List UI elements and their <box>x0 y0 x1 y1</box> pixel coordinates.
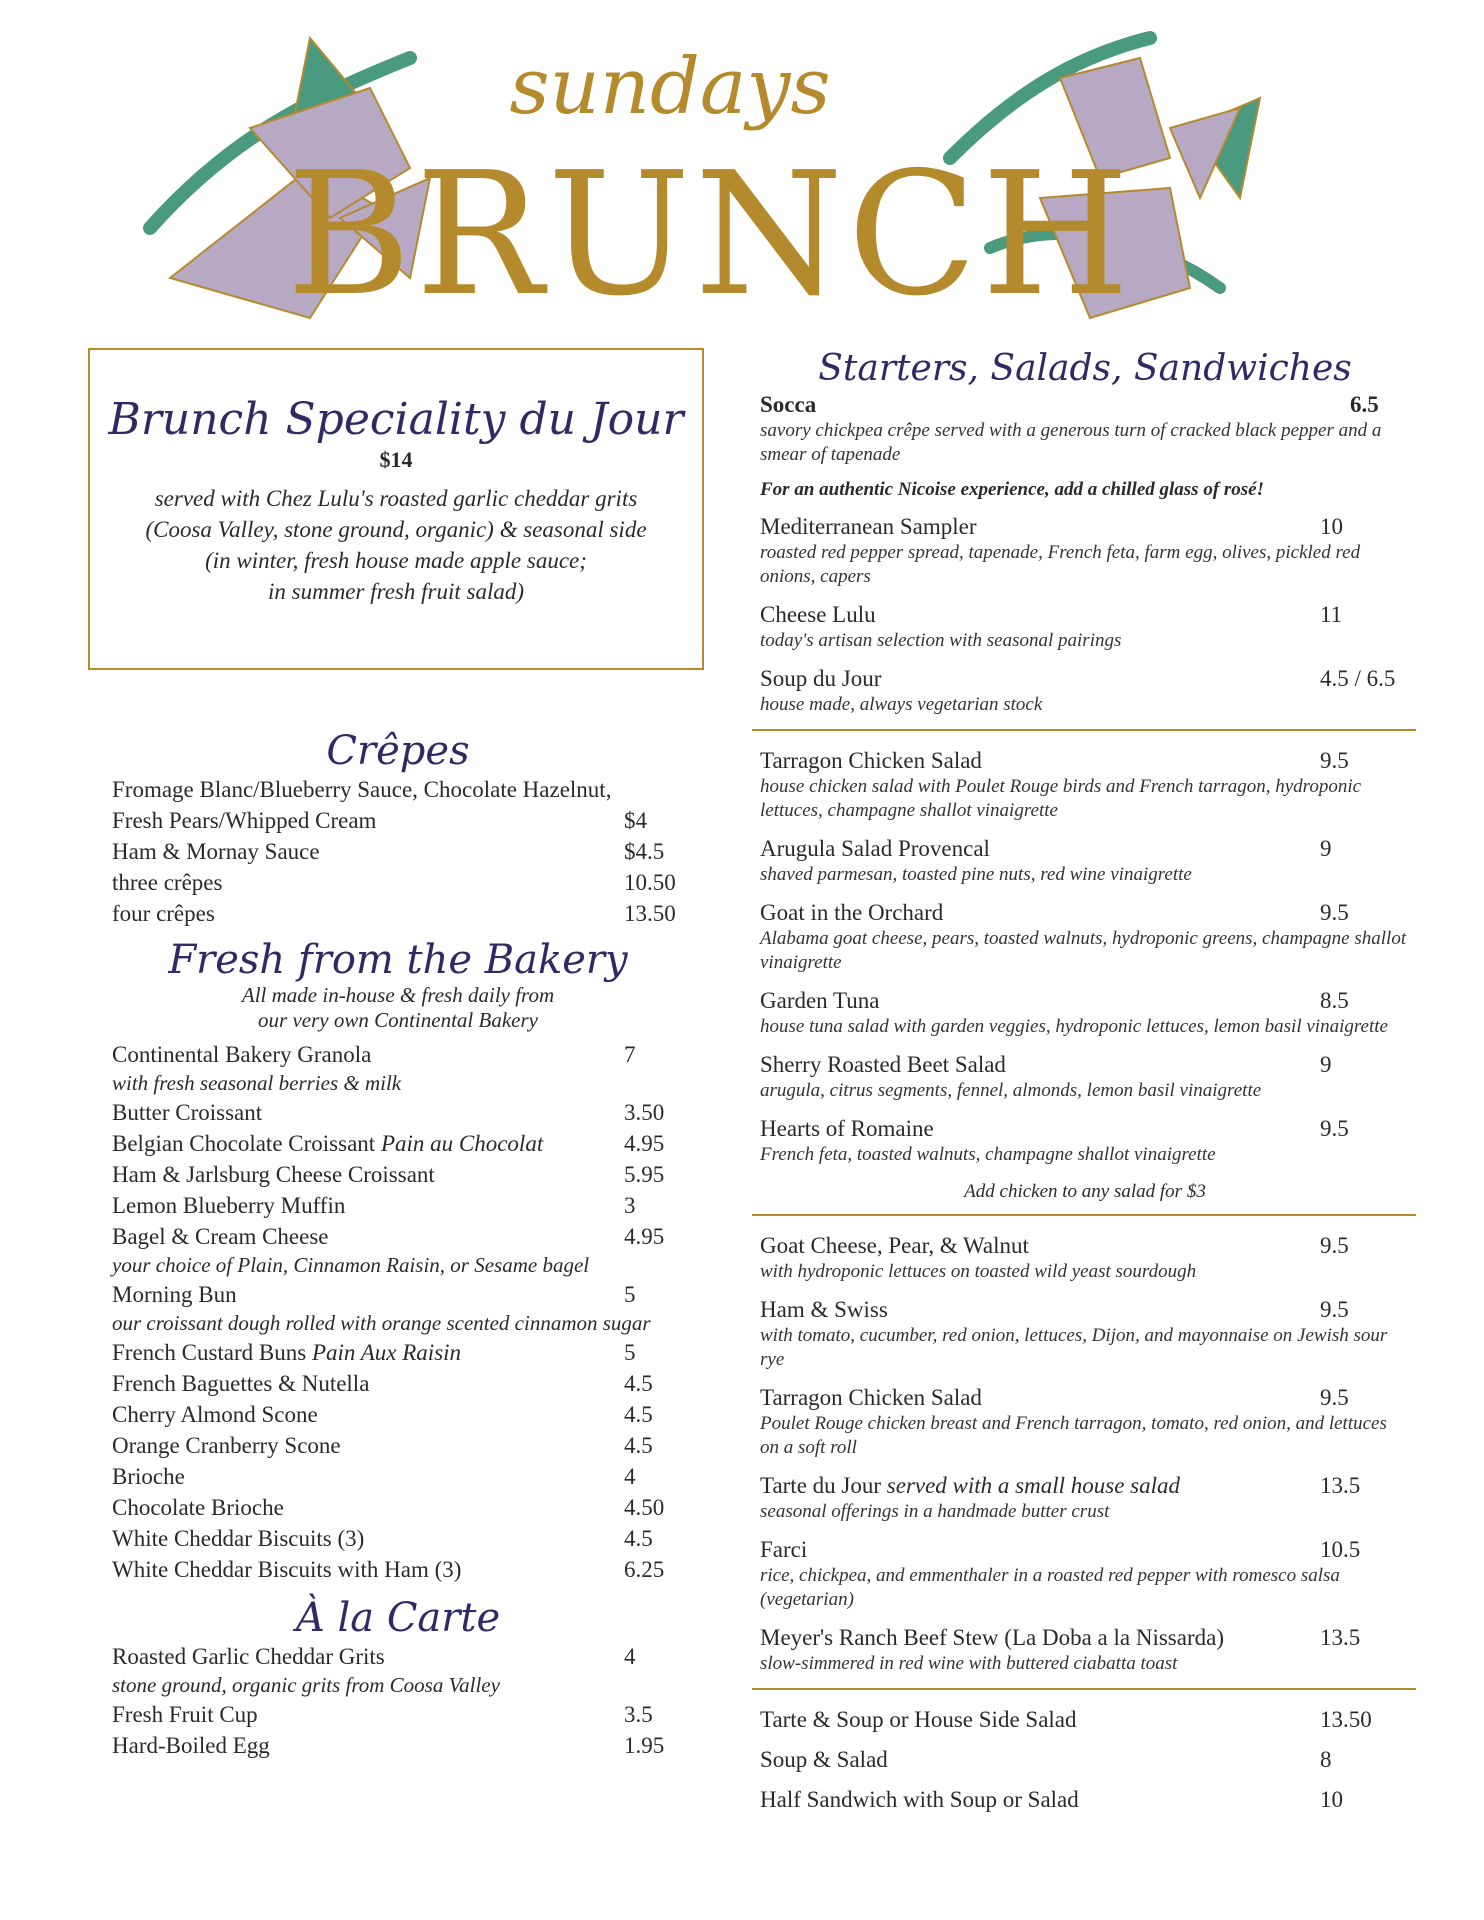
item-price: 10 <box>1320 1787 1343 1812</box>
item-name-text: Sherry Roasted Beet Salad <box>760 1052 1006 1077</box>
item-price: 1.95 <box>624 1733 665 1758</box>
item-name <box>760 1051 1006 1079</box>
menu-item <box>760 513 1410 589</box>
item-name <box>760 513 977 541</box>
item-price: 9 <box>1320 836 1332 861</box>
header-script-word: sundays <box>509 42 831 132</box>
item-name-text: Ham & Swiss <box>760 1297 888 1322</box>
item-name <box>760 601 876 629</box>
starters-group <box>760 513 1410 717</box>
item-name-italic: Pain Aux Raisin <box>311 1340 462 1365</box>
item-price: 4.50 <box>624 1495 665 1520</box>
menu-line <box>760 1232 1410 1260</box>
menu-line <box>760 1786 1410 1814</box>
item-price: 13.50 <box>1320 1707 1372 1732</box>
item-name-text: Tarte & Soup or House Side Salad <box>760 1707 1077 1732</box>
special-title: Brunch Speciality du Jour <box>108 394 684 445</box>
item-description: Alabama goat cheese, pears, toasted walnuts, hydroponic greens, champagne shallot vinaigrette <box>760 928 1407 973</box>
menu-line <box>112 1159 684 1190</box>
item-name <box>760 835 990 863</box>
menu-line <box>760 1115 1410 1143</box>
item-price: 9.5 <box>1320 1297 1349 1322</box>
item-name-text: French Baguettes & Nutella <box>112 1371 370 1396</box>
brunch-special-box <box>88 348 704 670</box>
item-price: 4.5 / 6.5 <box>1320 666 1396 691</box>
item-name-text: four crêpes <box>112 901 215 926</box>
menu-line <box>112 1097 684 1128</box>
menu-item <box>760 1232 1410 1284</box>
menu-item <box>760 1536 1410 1612</box>
menu-line <box>112 1641 684 1672</box>
menu-item <box>760 1746 1410 1774</box>
menu-item <box>760 601 1410 653</box>
divider <box>752 1688 1416 1690</box>
menu-line <box>112 898 684 929</box>
item-price: 13.5 <box>1320 1473 1361 1498</box>
item-price: 4.5 <box>624 1433 653 1458</box>
item-description: arugula, citrus segments, fennel, almonds, lemon basil vinaigrette <box>760 1080 1262 1101</box>
menu-line <box>760 665 1410 693</box>
menu-line <box>112 1523 684 1554</box>
item-price: 4.95 <box>624 1224 665 1249</box>
item-name-text: Goat Cheese, Pear, & Walnut <box>760 1233 1029 1258</box>
item-name-text: Tarragon Chicken Salad <box>760 1385 982 1410</box>
item-name-text: three crêpes <box>112 870 223 895</box>
item-name-text: Soup & Salad <box>760 1747 888 1772</box>
divider <box>752 729 1416 731</box>
special-desc-line: (Coosa Valley, stone ground, organic) & seasonal side <box>145 517 647 542</box>
menu-item <box>760 747 1410 823</box>
menu-line <box>760 1384 1410 1412</box>
right-column <box>760 348 1410 1826</box>
rose-note: For an authentic Nicoise experience, add a chilled glass of rosé! <box>760 479 1265 500</box>
item-name <box>112 1699 258 1730</box>
menu-line <box>760 1706 1410 1734</box>
menu-line <box>760 1624 1410 1652</box>
item-name-text: Cherry Almond Scone <box>112 1402 318 1427</box>
item-name <box>112 1279 237 1310</box>
menu-line <box>112 774 684 805</box>
item-price: 4 <box>624 1644 636 1669</box>
item-description: shaved parmesan, toasted pine nuts, red wine vinaigrette <box>760 864 1192 885</box>
menu-line <box>112 1554 684 1585</box>
item-name-text: Tarte du Jour <box>760 1473 887 1498</box>
menu-line <box>112 1039 684 1070</box>
item-name <box>112 1368 369 1399</box>
header-title: BRUNCH <box>286 136 1134 334</box>
alacarte-title: À la Carte <box>295 1595 501 1641</box>
menu-line <box>112 1461 684 1492</box>
menu-line <box>760 747 1410 775</box>
menu-item-socca <box>760 391 1410 467</box>
item-name <box>112 1159 435 1190</box>
menu-line <box>112 867 684 898</box>
item-price: 9 <box>1320 1052 1332 1077</box>
item-name <box>760 665 881 693</box>
menu-line <box>112 805 684 836</box>
item-name-text: Cheese Lulu <box>760 602 876 627</box>
menu-line <box>112 1368 684 1399</box>
item-name <box>112 898 215 929</box>
item-price: 5 <box>624 1340 636 1365</box>
item-name-text: Continental Bakery Granola <box>112 1042 372 1067</box>
item-price: $4 <box>624 808 647 833</box>
item-name <box>112 1492 284 1523</box>
item-price: 6.5 <box>1350 392 1379 417</box>
menu-item <box>760 1051 1410 1103</box>
item-name <box>112 1128 543 1159</box>
item-name: Socca <box>760 392 817 417</box>
item-name <box>112 1641 385 1672</box>
item-description: with tomato, cucumber, red onion, lettuces, Dijon, and mayonnaise on Jewish sour rye <box>760 1325 1388 1370</box>
item-name <box>112 1523 364 1554</box>
menu-line <box>112 1492 684 1523</box>
item-price: $4.5 <box>624 839 665 864</box>
item-name <box>760 1296 888 1324</box>
item-name-text: Brioche <box>112 1464 185 1489</box>
menu-line <box>112 1128 684 1159</box>
menu-line <box>112 1190 684 1221</box>
brunch-header-illustration <box>110 18 1330 338</box>
crepes-list <box>112 774 684 929</box>
item-note: your choice of Plain, Cinnamon Raisin, or Sesame bagel <box>112 1253 590 1277</box>
item-name <box>112 1461 185 1492</box>
item-price: 13.50 <box>624 901 676 926</box>
item-price: 5.95 <box>624 1162 665 1187</box>
item-name <box>760 1384 982 1412</box>
item-name <box>112 774 611 805</box>
menu-line <box>760 1051 1410 1079</box>
item-description: French feta, toasted walnuts, champagne shallot vinaigrette <box>760 1144 1216 1165</box>
item-price: 6.25 <box>624 1557 665 1582</box>
item-name-text: Garden Tuna <box>760 988 880 1013</box>
item-name-text: Tarragon Chicken Salad <box>760 748 982 773</box>
item-name <box>760 1746 888 1774</box>
item-name-text: White Cheddar Biscuits (3) <box>112 1526 365 1551</box>
item-name <box>760 1115 934 1143</box>
item-name <box>760 1624 1224 1652</box>
item-name <box>112 867 222 898</box>
item-description: house tuna salad with garden veggies, hydroponic lettuces, lemon basil vinaigrette <box>760 1016 1388 1037</box>
special-description <box>90 483 702 607</box>
item-description: house made, always vegetarian stock <box>760 694 1043 715</box>
bakery-title: Fresh from the Bakery <box>168 937 628 983</box>
item-price: 11 <box>1320 602 1343 627</box>
item-name <box>112 1097 262 1128</box>
menu-line <box>760 835 1410 863</box>
item-description: rice, chickpea, and emmenthaler in a roasted red pepper with romesco salsa (vegetarian) <box>760 1565 1340 1610</box>
special-price: $14 <box>379 447 413 472</box>
item-name <box>112 1337 461 1368</box>
menu-line <box>760 899 1410 927</box>
item-price: 5 <box>624 1282 636 1307</box>
menu-line <box>112 1730 684 1761</box>
menu-item <box>760 1624 1410 1676</box>
bakery-subtitle <box>112 983 684 1033</box>
item-name-text: Bagel & Cream Cheese <box>112 1224 329 1249</box>
item-name <box>112 1221 329 1252</box>
item-description: seasonal offerings in a handmade butter crust <box>760 1501 1110 1522</box>
item-price: 7 <box>624 1042 636 1067</box>
item-price: 8 <box>1320 1747 1332 1772</box>
item-description: Poulet Rouge chicken breast and French tarragon, tomato, red onion, and lettuces on a soft roll <box>760 1413 1387 1458</box>
divider <box>752 1214 1416 1216</box>
item-name <box>112 1430 341 1461</box>
item-price: 4 <box>624 1464 636 1489</box>
menu-item <box>760 1786 1410 1814</box>
menu-item <box>760 899 1410 975</box>
item-name-text: Half Sandwich with Soup or Salad <box>760 1787 1079 1812</box>
item-name-text: Arugula Salad Provencal <box>760 836 990 861</box>
item-name-text: Morning Bun <box>112 1282 237 1307</box>
menu-item <box>760 1296 1410 1372</box>
item-description: roasted red pepper spread, tapenade, French feta, farm egg, olives, pickled red onions, capers <box>760 542 1361 587</box>
item-name-italic: Pain au Chocolat <box>380 1131 544 1156</box>
item-price: 10.50 <box>624 870 676 895</box>
item-note: stone ground, organic grits from Coosa Valley <box>112 1673 500 1697</box>
menu-item <box>760 1115 1410 1167</box>
menu-line <box>760 513 1410 541</box>
menu-line <box>760 601 1410 629</box>
item-price: 9.5 <box>1320 900 1349 925</box>
item-name <box>112 1399 318 1430</box>
item-price: 3.5 <box>624 1702 653 1727</box>
item-name <box>112 1730 270 1761</box>
item-price: 13.5 <box>1320 1625 1361 1650</box>
item-price: 3 <box>624 1193 636 1218</box>
chicken-note: Add chicken to any salad for $3 <box>964 1181 1206 1202</box>
menu-item <box>760 665 1410 717</box>
menu-item <box>760 987 1410 1039</box>
menu-line <box>112 1221 684 1252</box>
menu-line <box>112 1337 684 1368</box>
item-note: our croissant dough rolled with orange scented cinnamon sugar <box>112 1311 651 1335</box>
item-note: with fresh seasonal berries & milk <box>112 1071 402 1095</box>
alacarte-list <box>112 1641 684 1761</box>
bakery-list <box>112 1039 684 1585</box>
item-name-text: Goat in the Orchard <box>760 900 944 925</box>
item-name <box>760 1706 1077 1734</box>
item-name-text: Ham & Jarlsburg Cheese Croissant <box>112 1162 435 1187</box>
item-name <box>760 1232 1029 1260</box>
item-name-text: Mediterranean Sampler <box>760 514 977 539</box>
item-name <box>112 1554 461 1585</box>
item-name-text: Fresh Pears/Whipped Cream <box>112 808 377 833</box>
item-name-text: Roasted Garlic Cheddar Grits <box>112 1644 385 1669</box>
item-name-italic: served with a small house salad <box>886 1473 1181 1498</box>
bakery-subtitle-line: our very own Continental Bakery <box>258 1008 538 1032</box>
item-price: 10 <box>1320 514 1343 539</box>
item-name-text: Butter Croissant <box>112 1100 263 1125</box>
menu-item <box>760 1706 1410 1734</box>
item-name-text: White Cheddar Biscuits with Ham (3) <box>112 1557 462 1582</box>
menu-line <box>760 987 1410 1015</box>
sandwiches-group <box>760 1232 1410 1676</box>
starters-title: Starters, Salads, Sandwiches <box>818 348 1352 389</box>
item-description: slow-simmered in red wine with buttered ciabatta toast <box>760 1653 1178 1674</box>
menu-line <box>760 1746 1410 1774</box>
menu-line <box>112 1430 684 1461</box>
menu-line <box>112 1399 684 1430</box>
item-description: with hydroponic lettuces on toasted wild yeast sourdough <box>760 1261 1197 1282</box>
item-price: 10.5 <box>1320 1537 1361 1562</box>
menu-item <box>760 1384 1410 1460</box>
crepes-title: Crêpes <box>326 728 470 774</box>
item-name-text: Fromage Blanc/Blueberry Sauce, Chocolate Hazelnut, <box>112 777 612 802</box>
item-name <box>760 987 879 1015</box>
item-name-text: French Custard Buns <box>112 1340 312 1365</box>
item-name <box>112 1190 345 1221</box>
item-name-text: Hard-Boiled Egg <box>112 1733 270 1758</box>
item-name <box>760 899 943 927</box>
item-price: 4.5 <box>624 1402 653 1427</box>
menu-item <box>760 835 1410 887</box>
left-column <box>112 728 684 1761</box>
item-name-text: Lemon Blueberry Muffin <box>112 1193 346 1218</box>
item-name <box>760 1536 807 1564</box>
combos-group <box>760 1706 1410 1814</box>
menu-line <box>112 1699 684 1730</box>
item-price: 8.5 <box>1320 988 1349 1013</box>
special-desc-line: (in winter, fresh house made apple sauce; <box>205 548 587 573</box>
item-price: 4.5 <box>624 1371 653 1396</box>
item-price: 3.50 <box>624 1100 665 1125</box>
item-name <box>760 1786 1079 1814</box>
menu-line <box>112 1279 684 1310</box>
item-name <box>760 747 982 775</box>
bakery-subtitle-line: All made in-house & fresh daily from <box>241 983 555 1007</box>
item-price: 9.5 <box>1320 748 1349 773</box>
special-desc-line: in summer fresh fruit salad) <box>268 579 524 604</box>
menu-line <box>760 1472 1410 1500</box>
menu-line <box>112 836 684 867</box>
item-name-text: Hearts of Romaine <box>760 1116 934 1141</box>
item-price: 9.5 <box>1320 1116 1349 1141</box>
item-name <box>760 1472 1180 1500</box>
item-name-text: Belgian Chocolate Croissant <box>112 1131 381 1156</box>
item-name-text: Ham & Mornay Sauce <box>112 839 320 864</box>
item-name <box>112 836 320 867</box>
menu-line <box>760 1296 1410 1324</box>
item-price: 4.5 <box>624 1526 653 1551</box>
salads-group <box>760 747 1410 1167</box>
item-name-text: Chocolate Brioche <box>112 1495 284 1520</box>
item-name <box>112 1039 371 1070</box>
item-price: 4.95 <box>624 1131 665 1156</box>
item-name <box>112 805 376 836</box>
menu-line <box>760 1536 1410 1564</box>
item-description: house chicken salad with Poulet Rouge birds and French tarragon, hydroponic lettuces, champagne shallot vinaigrette <box>760 776 1362 821</box>
item-price <box>624 774 684 805</box>
item-name-text: Farci <box>760 1537 808 1562</box>
menu-item <box>760 1472 1410 1524</box>
item-name-text: Orange Cranberry Scone <box>112 1433 341 1458</box>
item-name-text: Fresh Fruit Cup <box>112 1702 258 1727</box>
item-name-text: Meyer's Ranch Beef Stew (La Doba a la Nissarda) <box>760 1625 1224 1650</box>
item-name-text: Soup du Jour <box>760 666 882 691</box>
special-desc-line: served with Chez Lulu's roasted garlic cheddar grits <box>154 486 638 511</box>
item-description: savory chickpea crêpe served with a generous turn of cracked black pepper and a smear of tapenade <box>760 420 1382 465</box>
item-description: today's artisan selection with seasonal pairings <box>760 630 1122 651</box>
item-price: 9.5 <box>1320 1385 1349 1410</box>
item-price: 9.5 <box>1320 1233 1349 1258</box>
